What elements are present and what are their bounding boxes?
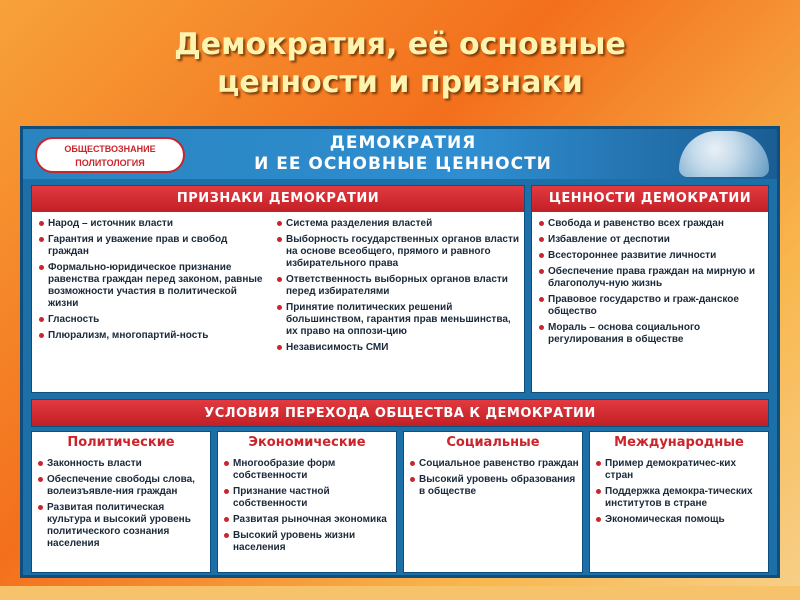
badge-line2: ПОЛИТОЛОГИЯ bbox=[75, 158, 145, 168]
list-item: Экономическая помощь bbox=[595, 514, 765, 526]
political-box bbox=[31, 431, 211, 573]
list-item: Высокий уровень образования в обществе bbox=[409, 474, 579, 498]
conditions-heading: УСЛОВИЯ ПЕРЕХОДА ОБЩЕСТВА К ДЕМОКРАТИИ bbox=[31, 399, 769, 427]
list-item: Развитая рыночная экономика bbox=[223, 514, 393, 526]
international-box bbox=[589, 431, 769, 573]
badge-line1: ОБЩЕСТВОЗНАНИЕ bbox=[64, 144, 156, 154]
values-heading: ЦЕННОСТИ ДЕМОКРАТИИ bbox=[532, 186, 768, 212]
economic-list bbox=[223, 458, 393, 558]
list-item: Поддержка демокра-тических институтов в стране bbox=[595, 486, 765, 510]
list-item: Ответственность выборных органов власти перед избирателями bbox=[276, 274, 520, 298]
poster bbox=[20, 126, 780, 578]
list-item: Гласность bbox=[38, 314, 270, 326]
social-heading: Социальные bbox=[446, 435, 540, 450]
political-heading: Политические bbox=[67, 435, 175, 450]
poster-banner bbox=[23, 129, 777, 179]
international-list bbox=[595, 458, 765, 530]
list-item: Законность власти bbox=[37, 458, 207, 470]
economic-heading: Экономические bbox=[248, 435, 366, 450]
slide-title-line1: Демократия, её основные bbox=[174, 27, 626, 62]
list-item: Система разделения властей bbox=[276, 218, 520, 230]
list-item: Плюрализм, многопартий-ность bbox=[38, 330, 270, 342]
signs-box bbox=[31, 185, 525, 393]
slide-title-line2: ценности и признаки bbox=[217, 65, 583, 100]
social-list bbox=[409, 458, 579, 502]
social-box bbox=[403, 431, 583, 573]
signs-col1 bbox=[38, 218, 270, 346]
list-item: Гарантия и уважение прав и свобод граждан bbox=[38, 234, 270, 258]
list-item: Социальное равенство граждан bbox=[409, 458, 579, 470]
list-item: Обеспечение права граждан на мирную и благополуч-ную жизнь bbox=[538, 266, 764, 290]
list-item: Избавление от деспотии bbox=[538, 234, 764, 246]
list-item: Формально-юридическое признание равенства граждан перед законом, равные возможности участия в политической жизни bbox=[38, 262, 270, 310]
list-item: Правовое государство и граж-данское общество bbox=[538, 294, 764, 318]
list-item: Мораль – основа социального регулирования в обществе bbox=[538, 322, 764, 346]
list-item: Выборность государственных органов власти на основе всеобщего, прямого и равного избирательного права bbox=[276, 234, 520, 270]
signs-col2 bbox=[276, 218, 520, 358]
list-item: Принятие политических решений большинством, гарантия прав меньшинства, их право на оппози-цию bbox=[276, 302, 520, 338]
values-list bbox=[538, 218, 764, 350]
globe-icon bbox=[679, 131, 769, 177]
poster-title-line1: ДЕМОКРАТИЯ bbox=[329, 133, 477, 153]
values-box bbox=[531, 185, 769, 393]
list-item: Народ – источник власти bbox=[38, 218, 270, 230]
poster-title bbox=[203, 133, 603, 175]
subject-badge bbox=[35, 137, 185, 173]
list-item: Пример демократичес-ких стран bbox=[595, 458, 765, 482]
list-item: Развитая политическая культура и высокий уровень политического сознания населения bbox=[37, 502, 207, 550]
list-item: Обеспечение свободы слова, волеизъявле-ния граждан bbox=[37, 474, 207, 498]
list-item: Независимость СМИ bbox=[276, 342, 520, 354]
list-item: Многообразие форм собственности bbox=[223, 458, 393, 482]
political-list bbox=[37, 458, 207, 554]
list-item: Высокий уровень жизни населения bbox=[223, 530, 393, 554]
list-item: Свобода и равенство всех граждан bbox=[538, 218, 764, 230]
bottom-strip bbox=[0, 586, 800, 600]
economic-box bbox=[217, 431, 397, 573]
list-item: Всестороннее развитие личности bbox=[538, 250, 764, 262]
signs-heading: ПРИЗНАКИ ДЕМОКРАТИИ bbox=[32, 186, 524, 212]
slide-title bbox=[0, 26, 800, 102]
international-heading: Международные bbox=[614, 435, 744, 450]
poster-title-line2: И ЕЕ ОСНОВНЫЕ ЦЕННОСТИ bbox=[254, 154, 552, 174]
list-item: Признание частной собственности bbox=[223, 486, 393, 510]
